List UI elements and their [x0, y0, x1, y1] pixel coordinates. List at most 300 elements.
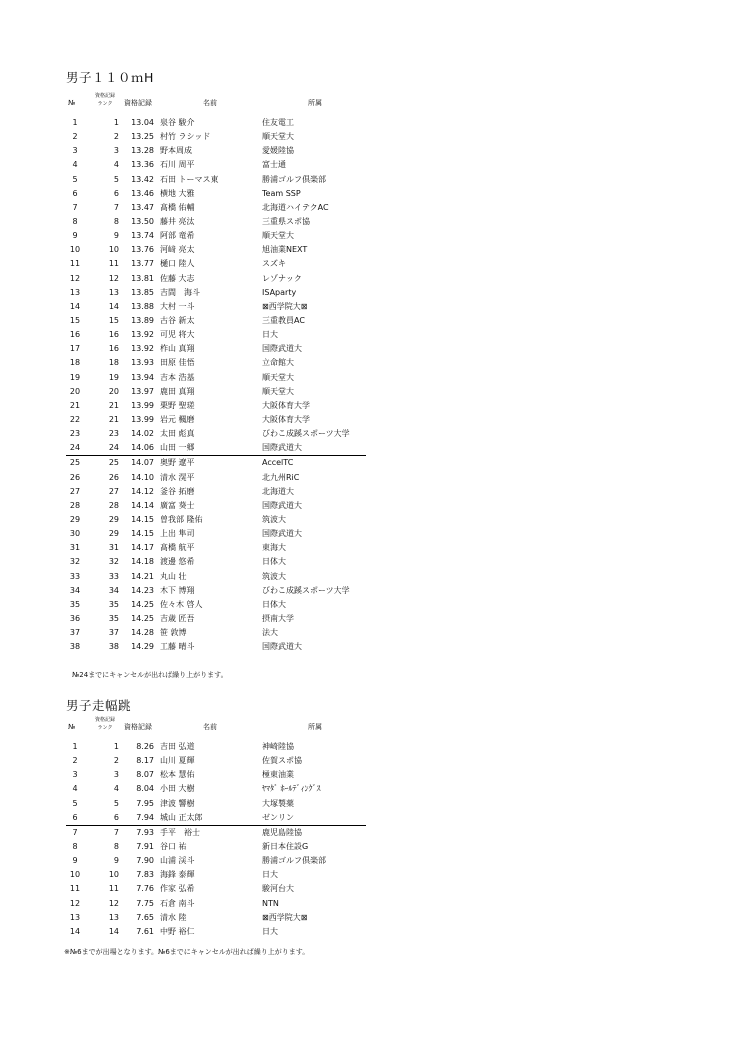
cell-affiliation: AccelTC [262, 458, 294, 468]
cell-rank: 35 [108, 613, 119, 623]
cell-rank: 38 [108, 642, 119, 652]
cell-record: 13.85 [131, 287, 154, 297]
cell-name: 藤井 亮汰 [160, 216, 195, 226]
cell-name: 栗野 聖瑳 [160, 400, 195, 410]
cell-name: 谷口 祐 [160, 841, 187, 851]
cell-affiliation: 日大 [262, 330, 278, 340]
cell-no: 35 [69, 599, 81, 609]
cell-name: 河﨑 亮太 [160, 245, 195, 255]
cell-name: 清水 陸 [160, 912, 187, 922]
cell-record: 13.25 [131, 132, 154, 142]
cell-name: 清水 滉平 [160, 472, 195, 482]
cell-rank: 10 [108, 870, 119, 880]
cell-rank: 34 [108, 585, 119, 595]
cell-no: 36 [69, 613, 81, 623]
cell-name: 奥野 遼平 [160, 458, 195, 468]
table-row [66, 925, 366, 939]
table-row [66, 314, 366, 328]
cell-no: 10 [69, 870, 81, 880]
cell-name: 田原 佳悟 [160, 358, 195, 368]
cell-affiliation: 国際武道大 [262, 500, 302, 510]
cell-record: 13.99 [131, 414, 154, 424]
cell-name: 佐藤 大志 [160, 273, 195, 283]
cell-no: 32 [69, 557, 81, 567]
hurdles-note: №24までにキャンセルが出れば繰り上がります。 [72, 671, 228, 679]
cell-name: 大村 一斗 [160, 301, 195, 311]
cell-record: 7.91 [136, 841, 154, 851]
cell-rank: 24 [108, 443, 119, 453]
cell-name: 廣富 葵士 [160, 500, 195, 510]
cell-affiliation: ⊠西学院大⊠ [262, 301, 308, 311]
cell-affiliation: 順天堂大 [262, 231, 294, 241]
cell-rank: 13 [108, 287, 119, 297]
cell-rank: 13 [108, 912, 119, 922]
cell-affiliation: 大塚製薬 [262, 798, 294, 808]
cell-no: 33 [69, 571, 81, 581]
table-row [66, 201, 366, 215]
cell-name: 太田 彪真 [160, 429, 195, 439]
table-row [66, 413, 366, 427]
table-row [66, 826, 366, 840]
cell-rank: 3 [113, 146, 119, 156]
cell-affiliation: 新日本住設G [262, 841, 309, 851]
cell-rank: 8 [113, 216, 119, 226]
cell-name: 曽我部 隆佑 [160, 514, 203, 524]
cell-no: 13 [69, 287, 81, 297]
cell-no: 8 [72, 841, 78, 851]
cell-record: 14.06 [131, 443, 154, 453]
cell-no: 27 [69, 486, 81, 496]
cell-rank: 9 [113, 231, 119, 241]
cell-no: 9 [72, 856, 78, 866]
cell-name: 工藤 晴斗 [160, 642, 195, 652]
cell-affiliation: 愛媛陸協 [262, 146, 294, 156]
cell-rank: 29 [108, 514, 119, 524]
cell-no: 34 [69, 585, 81, 595]
cell-affiliation: レゾナック [262, 273, 302, 283]
table-row [66, 626, 366, 640]
cell-rank: 8 [113, 841, 119, 851]
table-row [66, 471, 366, 485]
cell-affiliation: 勝浦ゴルフ倶楽部 [262, 174, 326, 184]
cell-rank: 3 [113, 770, 119, 780]
table-row [66, 499, 366, 513]
cell-record: 14.23 [131, 585, 154, 595]
cell-record: 14.07 [131, 458, 154, 468]
table-row [66, 229, 366, 243]
cell-record: 7.94 [136, 812, 154, 822]
cell-name: 城山 正太郎 [160, 812, 203, 822]
cell-record: 8.17 [136, 756, 154, 766]
cell-rank: 6 [113, 812, 119, 822]
longjump-note: ※№6までが出場となります。№6までにキャンセルが出れば繰り上がります。 [64, 948, 310, 956]
cell-record: 13.04 [131, 118, 154, 127]
cell-name: 横地 大雅 [160, 188, 195, 198]
cell-record: 13.46 [131, 188, 154, 198]
cell-no: 18 [69, 358, 81, 368]
cell-affiliation: 北九州RiC [262, 472, 300, 482]
cell-name: 泉谷 駿介 [160, 118, 195, 127]
cell-record: 13.93 [131, 358, 154, 368]
table-row [66, 555, 366, 569]
cell-rank: 37 [108, 628, 119, 638]
cell-rank: 1 [113, 742, 119, 751]
cell-rank: 12 [108, 273, 119, 283]
table-row [66, 768, 366, 782]
cell-no: 17 [69, 344, 81, 354]
table-row [66, 584, 366, 598]
cell-record: 13.47 [131, 202, 154, 212]
cell-record: 7.95 [136, 798, 154, 808]
cell-record: 14.15 [131, 514, 154, 524]
cell-record: 7.61 [136, 926, 154, 936]
cell-name: 可児 将大 [160, 330, 195, 340]
table-row [66, 272, 366, 286]
cell-record: 14.17 [131, 543, 154, 553]
cell-no: 15 [69, 315, 81, 325]
table-row [66, 911, 366, 925]
cell-affiliation: NTN [262, 898, 279, 908]
cell-name: 樋口 陸人 [160, 259, 195, 269]
header-record: 資格記録 [124, 723, 152, 731]
table-row [66, 257, 366, 271]
cell-record: 13.97 [131, 386, 154, 396]
cell-record: 13.99 [131, 400, 154, 410]
cell-affiliation: 勝浦ゴルフ倶楽部 [262, 856, 326, 866]
cell-name: 石田 トーマス東 [160, 174, 219, 184]
cell-rank: 7 [113, 827, 119, 837]
cell-record: 13.92 [131, 344, 154, 354]
cell-rank: 18 [108, 358, 119, 368]
cell-rank: 26 [108, 472, 119, 482]
cell-affiliation: スズキ [262, 259, 286, 269]
cell-no: 2 [72, 756, 78, 766]
cell-no: 12 [69, 273, 81, 283]
cell-no: 21 [69, 400, 81, 410]
cell-name: 石川 周平 [160, 160, 195, 170]
cell-no: 2 [72, 132, 78, 142]
cell-name: 吉本 浩基 [160, 372, 195, 382]
cell-record: 14.25 [131, 599, 154, 609]
table-row [66, 797, 366, 811]
cell-affiliation: 日体大 [262, 599, 286, 609]
cell-affiliation: 大阪体育大学 [262, 400, 310, 410]
header-record: 資格記録 [124, 99, 152, 107]
cell-record: 14.21 [131, 571, 154, 581]
cell-rank: 10 [108, 245, 119, 255]
cell-affiliation: 日大 [262, 926, 278, 936]
cell-affiliation: 富士通 [262, 160, 286, 170]
cell-record: 13.81 [131, 273, 154, 283]
cell-record: 7.83 [136, 870, 154, 880]
cell-no: 22 [69, 414, 81, 424]
cell-no: 30 [69, 529, 81, 539]
cell-no: 11 [69, 259, 81, 269]
cell-no: 12 [69, 898, 81, 908]
cell-rank: 20 [108, 386, 119, 396]
cell-affiliation: ゼンリン [262, 812, 294, 822]
table-row [66, 144, 366, 158]
cell-no: 6 [72, 812, 78, 822]
cell-record: 8.26 [136, 742, 154, 751]
cell-no: 1 [72, 742, 78, 751]
cell-rank: 19 [108, 372, 119, 382]
table-row [66, 513, 366, 527]
table-row [66, 158, 366, 172]
cell-no: 24 [69, 443, 81, 453]
table-row [66, 882, 366, 896]
cell-record: 14.12 [131, 486, 154, 496]
cell-rank: 35 [108, 599, 119, 609]
cell-affiliation: 極東油業 [262, 770, 294, 780]
header-rank: 資格記録 ランク [94, 717, 115, 731]
cell-affiliation: 法大 [262, 628, 278, 638]
cell-no: 20 [69, 386, 81, 396]
cell-no: 8 [72, 216, 78, 226]
table-row [66, 570, 366, 584]
cell-affiliation: 筑波大 [262, 571, 286, 581]
table-row [66, 116, 366, 130]
cell-no: 26 [69, 472, 81, 482]
table-row [66, 130, 366, 144]
table-row [66, 399, 366, 413]
cell-record: 14.14 [131, 500, 154, 510]
cell-affiliation: 鹿児島陸協 [262, 827, 302, 837]
cell-name: 髙橋 佑輔 [160, 202, 195, 212]
cell-name: 佐々木 啓人 [160, 599, 203, 609]
cell-name: 海鋒 泰輝 [160, 870, 195, 880]
table-row [66, 427, 366, 441]
cell-rank: 29 [108, 529, 119, 539]
cell-record: 14.28 [131, 628, 154, 638]
cell-name: 笹 敦博 [160, 628, 187, 638]
table-row [66, 598, 366, 612]
table-row [66, 342, 366, 356]
header-name: 名前 [203, 99, 217, 107]
cell-affiliation: ISAparty [262, 287, 297, 297]
cell-name: 村竹 ラシッド [160, 132, 211, 142]
cell-no: 9 [72, 231, 78, 241]
cell-record: 8.07 [136, 770, 154, 780]
table-row [66, 456, 366, 470]
cell-name: 上出 隼司 [160, 529, 195, 539]
table-header [66, 90, 366, 116]
cell-affiliation: ﾔﾏﾀﾞ ﾎｰﾙﾃﾞｨﾝｸﾞｽ [262, 784, 321, 794]
cell-no: 6 [72, 188, 78, 198]
cell-affiliation: 日大 [262, 870, 278, 880]
cell-rank: 15 [108, 315, 119, 325]
header-no: № [68, 99, 76, 107]
header-affiliation: 所属 [308, 723, 322, 731]
cell-affiliation: 国際武道大 [262, 443, 302, 453]
table-row [66, 854, 366, 868]
table-row [66, 286, 366, 300]
cell-name: 手平 裕士 [160, 827, 200, 837]
cell-rank: 7 [113, 202, 119, 212]
cell-affiliation: 日体大 [262, 557, 286, 567]
cell-name: 古谷 新太 [160, 315, 195, 325]
cell-no: 5 [72, 798, 78, 808]
cell-no: 23 [69, 429, 81, 439]
results-table [66, 116, 366, 654]
cell-no: 14 [69, 301, 81, 311]
table-row [66, 754, 366, 768]
cell-no: 38 [69, 642, 81, 652]
cell-no: 19 [69, 372, 81, 382]
cell-affiliation: 佐賀スポ協 [262, 756, 302, 766]
table-row [66, 243, 366, 257]
cell-rank: 16 [108, 344, 119, 354]
cell-no: 31 [69, 543, 81, 553]
table-row [66, 187, 366, 201]
cell-name: 吉間 海斗 [160, 287, 200, 297]
cell-affiliation: びわこ成蹊スポーツ大学 [262, 585, 350, 595]
table-row [66, 740, 366, 754]
table-row [66, 300, 366, 314]
cell-name: 木下 博翔 [160, 585, 195, 595]
cell-rank: 32 [108, 557, 119, 567]
cell-name: 阿部 竜希 [160, 231, 195, 241]
cell-no: 10 [69, 245, 81, 255]
cell-name: 釜谷 拓磨 [160, 486, 195, 496]
cell-name: 吉田 弘道 [160, 742, 195, 751]
cell-no: 14 [69, 926, 81, 936]
header-rank: 資格記録 ランク [94, 93, 115, 107]
cell-record: 13.50 [131, 216, 154, 226]
table-row [66, 356, 366, 370]
cell-name: 山田 一郷 [160, 443, 195, 453]
table-row [66, 840, 366, 854]
cell-affiliation: 順天堂大 [262, 372, 294, 382]
cell-no: 1 [72, 118, 78, 127]
cell-name: 鹿田 真翔 [160, 386, 195, 396]
cell-no: 7 [72, 202, 78, 212]
cell-rank: 28 [108, 500, 119, 510]
cell-affiliation: 旭油業NEXT [262, 245, 308, 255]
cell-affiliation: 国際武道大 [262, 642, 302, 652]
table-row [66, 485, 366, 499]
cell-record: 13.28 [131, 146, 154, 156]
cell-rank: 11 [108, 259, 119, 269]
cell-rank: 6 [113, 188, 119, 198]
cell-no: 7 [72, 827, 78, 837]
cell-rank: 11 [108, 884, 119, 894]
cell-record: 13.92 [131, 330, 154, 340]
cell-name: 野本周成 [160, 146, 192, 156]
cell-rank: 5 [113, 174, 119, 184]
cell-record: 7.75 [136, 898, 154, 908]
cell-affiliation: 三重教員AC [262, 315, 305, 325]
cell-record: 13.77 [131, 259, 154, 269]
table-row [66, 385, 366, 399]
cell-name: 小田 大樹 [160, 784, 195, 794]
cell-rank: 12 [108, 898, 119, 908]
cell-name: 作家 弘希 [160, 884, 195, 894]
cell-no: 11 [69, 884, 81, 894]
cell-record: 14.25 [131, 613, 154, 623]
header-affiliation: 所属 [308, 99, 322, 107]
cell-record: 13.74 [131, 231, 154, 241]
cell-name: 丸山 壮 [160, 571, 187, 581]
cell-affiliation: 摂南大学 [262, 613, 294, 623]
table-row [66, 897, 366, 911]
cell-rank: 25 [108, 458, 119, 468]
cell-rank: 2 [113, 756, 119, 766]
cell-record: 13.36 [131, 160, 154, 170]
cell-no: 37 [69, 628, 81, 638]
cell-affiliation: 三重県スポ協 [262, 216, 310, 226]
cell-affiliation: 北海道ハイテクAC [262, 202, 329, 212]
cell-record: 8.04 [136, 784, 154, 794]
table-row [66, 811, 366, 826]
cell-record: 7.90 [136, 856, 154, 866]
section-title: 男子走幅跳 [66, 698, 132, 713]
cell-rank: 5 [113, 798, 119, 808]
cell-record: 13.42 [131, 174, 154, 184]
cell-name: 渡邊 悠希 [160, 557, 195, 567]
table-row [66, 612, 366, 626]
cell-no: 28 [69, 500, 81, 510]
cell-rank: 27 [108, 486, 119, 496]
hurdles-section [66, 70, 366, 654]
cell-rank: 4 [113, 160, 119, 170]
cell-rank: 33 [108, 571, 119, 581]
table-row [66, 868, 366, 882]
cell-rank: 2 [113, 132, 119, 142]
cell-rank: 14 [108, 926, 119, 936]
cell-affiliation: 住友電工 [262, 118, 294, 127]
cell-record: 7.76 [136, 884, 154, 894]
cell-affiliation: ⊠西学院大⊠ [262, 912, 308, 922]
table-header [66, 714, 366, 740]
cell-name: 津波 響樹 [160, 798, 195, 808]
section-title: 男子１１０ｍH [66, 70, 154, 85]
cell-affiliation: 順天堂大 [262, 386, 294, 396]
header-no: № [68, 723, 76, 731]
cell-record: 13.89 [131, 315, 154, 325]
cell-name: 柞山 真翔 [160, 344, 195, 354]
cell-record: 7.93 [136, 827, 154, 837]
longjump-section [66, 698, 366, 939]
cell-name: 山浦 渓斗 [160, 856, 195, 866]
cell-no: 25 [69, 458, 81, 468]
table-row [66, 215, 366, 229]
cell-affiliation: びわこ成蹊スポーツ大学 [262, 429, 350, 439]
cell-record: 13.94 [131, 372, 154, 382]
table-row [66, 541, 366, 555]
cell-affiliation: 神崎陸協 [262, 742, 294, 751]
cell-rank: 1 [113, 118, 119, 127]
cell-affiliation: 北海道大 [262, 486, 294, 496]
cell-record: 14.29 [131, 642, 154, 652]
cell-name: 髙橋 航平 [160, 543, 195, 553]
cell-affiliation: 筑波大 [262, 514, 286, 524]
table-row [66, 441, 366, 456]
cell-rank: 21 [108, 400, 119, 410]
cell-record: 14.02 [131, 429, 154, 439]
table-row [66, 640, 366, 654]
cell-record: 14.18 [131, 557, 154, 567]
cell-affiliation: Team SSP [262, 188, 301, 198]
cell-affiliation: 国際武道大 [262, 344, 302, 354]
cell-affiliation: 東海大 [262, 543, 286, 553]
cell-affiliation: 国際武道大 [262, 529, 302, 539]
cell-affiliation: 立命館大 [262, 358, 294, 368]
cell-name: 吉歳 匠吾 [160, 613, 195, 623]
cell-no: 3 [72, 770, 78, 780]
cell-rank: 21 [108, 414, 119, 424]
results-table [66, 740, 366, 939]
